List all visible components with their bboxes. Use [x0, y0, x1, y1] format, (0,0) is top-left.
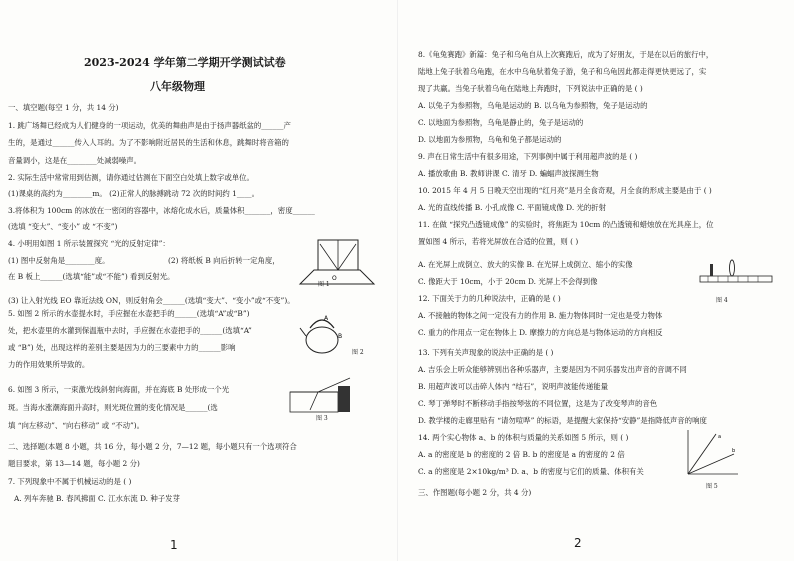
- question-line: 4. 小明用如图 1 所示装置探究 “光的反射定律”：: [8, 239, 170, 248]
- section-heading: 二、选择题(本题 8 小题，共 16 分，每小题 2 分，7—12 题，每小题只有一个选项符合: [8, 442, 297, 451]
- question-line: 在 B 板上______(选填“能”或“不能”) 看到反射光。: [8, 272, 175, 281]
- question-line: 3.将体积为 100cm 的冰放在一密闭的容器中，冰熔化成水后，质量体积_______，密度______: [8, 206, 315, 215]
- answer-options: C. a 的密度是 2×10kg/m³ D. a、b 的密度与它们的质量、体积有关: [418, 467, 644, 476]
- question-line: 2. 实际生活中常常用到估测，请你通过估测在下面空白处填上数字或单位。: [8, 173, 254, 182]
- question-line: 8.《龟兔赛跑》新篇：兔子和乌龟自从上次赛跑后，成为了好朋友，于是在以后的旅行中，: [418, 50, 714, 59]
- question-line: 音量调小，这是在________处减弱噪声。: [8, 156, 142, 165]
- figure-4-optical-bench: [698, 254, 776, 294]
- question-line: 生的，是通过______传入人耳的。为了不影响附近居民的生活和休息，跳舞时将音箱的: [8, 138, 289, 147]
- answer-options: A. 吉乐会上听众能够辨别出各种乐器声，主要是因为不同乐器发出声音的音调不同: [418, 365, 687, 374]
- question-line: 或 “B”) 处，出现这样的差别主要是因为力的三要素中力的______影响: [8, 343, 236, 352]
- exam-subtitle: 八年级物理: [150, 80, 205, 93]
- svg-text:A: A: [324, 315, 329, 322]
- answer-options: B. 用超声波可以击碎人体内 “结石”，说明声波能传递能量: [418, 382, 609, 391]
- question-line: (2) 将纸板 B 向后折转一定角度，: [168, 256, 280, 265]
- figure-1-reflection: [296, 236, 378, 294]
- question-line: 题目要求，第 13—14 题，每小题 2 分): [8, 459, 140, 468]
- svg-text:B: B: [338, 333, 343, 340]
- question-line: 10. 2015 年 4 月 5 日晚天空出现的“红月亮”是月全食奇观，月全食的形成主要是由于 ( ): [418, 186, 712, 195]
- question-line: 填 “向左移动”、“向右移动” 或 “不动”)。: [8, 421, 145, 430]
- question-line: 5. 如图 2 所示的水壶提水时，手应握在水壶把手的______(选填“A”或“B”): [8, 309, 250, 318]
- svg-text:b: b: [732, 448, 736, 454]
- question-line: 处，把水壶里的水灌到保温瓶中去时，手应握在水壶把手的______(选填“A”: [8, 326, 252, 335]
- question-line: 9. 声在日常生活中有很多用途，下列事例中属于利用超声波的是 ( ): [418, 152, 638, 161]
- question-line: 1. 跳广场舞已经成为人们健身的一项运动，优美的舞曲声是由于扬声器纸盆的______产: [8, 121, 291, 130]
- figure-5-caption: 图 5: [706, 483, 718, 490]
- answer-options: C. 重力的作用点一定在物体上 D. 摩擦力的方向总是与物体运动的方向相反: [418, 328, 663, 337]
- figure-4-caption: 图 4: [716, 297, 728, 304]
- page-number: 1: [170, 538, 178, 552]
- answer-options: C. 像距大于 10cm，小于 20cm D. 光屏上不会得到像: [418, 277, 598, 286]
- figure-2-caption: 图 2: [352, 349, 364, 356]
- question-line: 13. 下列有关声现象的说法中正确的是 ( ): [418, 348, 554, 357]
- answer-options: A. 不接触的物体之间一定没有力的作用 B. 施力物体同时一定也是受力物体: [418, 311, 663, 320]
- figure-2-kettle: [298, 310, 348, 356]
- question-line: 置如图 4 所示，若将光屏放在合适的位置，则 ( ): [418, 237, 579, 246]
- answer-options: C. 琴丁弹琴时不断移动手指按琴弦的不同位置，这是为了改变琴声的音色: [418, 399, 658, 408]
- question-line: 力的作用效果所导致的。: [8, 360, 90, 369]
- answer-options: D. 以地面为参照物，乌龟和兔子都是运动的: [418, 135, 562, 144]
- question-line: (1)课桌的高约为________m。 (2)正常人的脉搏跳动 72 次的时间约 1____。: [8, 189, 259, 198]
- figure-5-mass-volume-graph: [682, 428, 740, 482]
- question-line: 14. 两个实心物体 a、b 的体积与质量的关系如图 5 所示，则 ( ): [418, 433, 629, 442]
- figure-3-caption: 图 3: [316, 415, 328, 422]
- answer-options: A. 播放歌曲 B. 教师讲课 C. 清牙 D. 蝙蝠声波探测生物: [418, 169, 599, 178]
- answer-options: A. 在光屏上成倒立、放大的实像 B. 在光屏上成倒立、缩小的实像: [418, 260, 633, 269]
- question-line: (1) 图中反射角是________度。: [8, 256, 110, 265]
- answer-options: A. 光的直线传播 B. 小孔成像 C. 平面镜成像 D. 光的折射: [418, 203, 607, 212]
- figure-3-laser: [288, 376, 354, 414]
- exam-title: 2023-2024 学年第二学期开学测试试卷: [84, 56, 286, 69]
- answer-options: D. 教学楼的走廊里贴有 “请勿喧哗” 的标语，是提醒大家保持“安静”是指降低声音的响度: [418, 416, 707, 425]
- question-line: (选填 “变大”、“变小” 或 “不变”): [8, 222, 118, 231]
- svg-text:O: O: [332, 275, 337, 282]
- question-line: 现了共赢。当兔子驮着乌龟在陆地上奔跑时，下列说法中正确的是 ( ): [418, 84, 643, 93]
- answer-options: A. 列车奔驰 B. 春风拂面 C. 江水东流 D. 种子发芽: [14, 494, 180, 503]
- section-heading: 一、填空题(每空 1 分，共 14 分): [8, 103, 119, 112]
- svg-text:a: a: [718, 434, 722, 440]
- answer-options: C. 以地面为参照物，乌龟是静止的，兔子是运动的: [418, 118, 584, 127]
- answer-options: A. 以兔子为参照物，乌龟是运动的 B. 以乌龟为参照物，兔子是运动的: [418, 101, 648, 110]
- right-page: [397, 0, 794, 561]
- question-line: 12. 下面关于力的几种说法中，正确的是 ( ): [418, 294, 561, 303]
- answer-options: A. a 的密度是 b 的密度的 2 倍 B. b 的密度是 a 的密度的 2 倍: [418, 450, 625, 459]
- section-heading: 三、作图题(每小题 2 分，共 4 分): [418, 488, 532, 497]
- figure-1-caption: 图 1: [318, 281, 330, 288]
- question-line: 6. 如图 3 所示，一束激光线斜射向海面，并在海底 B 处形成一个光: [8, 385, 230, 394]
- question-line: 7. 下列现象中不属于机械运动的是 ( ): [8, 477, 132, 486]
- page-number: 2: [574, 536, 582, 550]
- question-line: 斑。当海水涨潮海面升高时，则光斑位置的变化情况是______(选: [8, 403, 218, 412]
- question-line: 11. 在做 “探究凸透镜成像” 的实验时，将焦距为 10cm 的凸透镜和蜡烛放在光具座上，位: [418, 220, 714, 229]
- question-line: 陆地上兔子驮着乌龟跑，在水中乌龟驮着兔子游，兔子和乌龟因此都走得更快更远了，实: [418, 67, 707, 76]
- question-line: (3) 让入射光线 EO 靠近法线 ON，则反射角会______(选填“变大”、“变小”或“不变”)。: [8, 296, 295, 305]
